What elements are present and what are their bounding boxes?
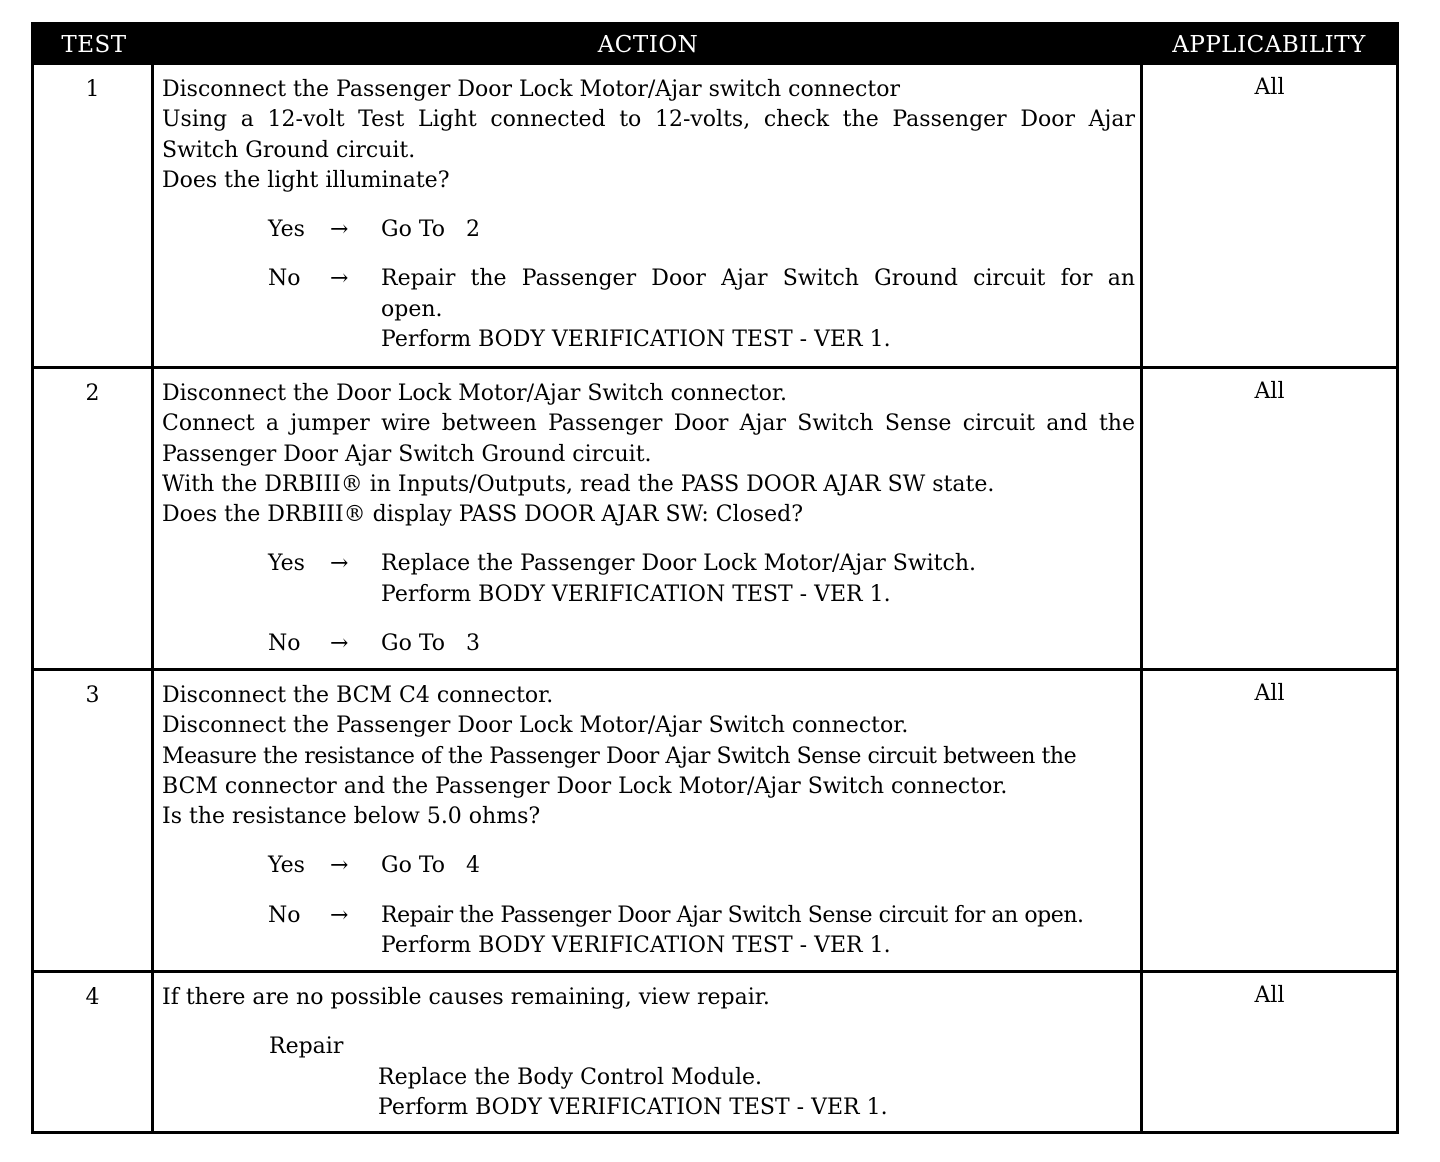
column-divider xyxy=(1140,671,1143,971)
action-line: Disconnect the BCM C4 connector. xyxy=(162,683,554,708)
test-number: 1 xyxy=(85,77,100,102)
yes-branch xyxy=(162,851,1135,881)
branch-result: open. xyxy=(381,296,443,322)
applicability-value: All xyxy=(1254,379,1285,404)
action-line: Connect a jumper wire between Passenger Door Ajar Switch Sense circuit and the xyxy=(162,411,1135,437)
action-line: Passenger Door Ajar Switch Ground circuit. xyxy=(162,441,652,467)
arrow-right-icon: → xyxy=(330,551,349,577)
action-cell xyxy=(162,379,1135,659)
table-row xyxy=(34,668,1396,971)
no-branch xyxy=(162,264,1135,355)
action-line: Is the resistance below 5.0 ohms? xyxy=(162,804,541,830)
branch-result: Perform BODY VERIFICATION TEST - VER 1. xyxy=(381,581,891,607)
no-label: No xyxy=(268,902,301,928)
yes-label: Yes xyxy=(268,217,305,243)
column-divider xyxy=(1140,65,1143,367)
arrow-right-icon: → xyxy=(330,902,349,928)
header-action: ACTION xyxy=(597,32,699,58)
action-cell xyxy=(162,681,1135,961)
branch-result: Go To 3 xyxy=(381,631,480,657)
applicability-value: All xyxy=(1254,681,1285,706)
no-branch xyxy=(162,629,1135,659)
test-number: 4 xyxy=(85,985,100,1010)
column-divider xyxy=(151,369,154,669)
arrow-right-icon: → xyxy=(330,631,349,657)
action-line: Does the light illuminate? xyxy=(162,167,450,193)
table-row xyxy=(34,65,1396,367)
no-label: No xyxy=(268,266,301,292)
action-cell xyxy=(162,75,1135,355)
column-divider xyxy=(1140,369,1143,669)
column-divider xyxy=(151,65,154,367)
action-line: Does the DRBIII® display PASS DOOR AJAR SW: Closed? xyxy=(162,502,804,528)
diagnostic-test-table xyxy=(31,22,1399,1134)
no-label: No xyxy=(268,631,301,657)
yes-label: Yes xyxy=(268,853,305,879)
branch-result: Go To 4 xyxy=(381,853,480,879)
applicability-value: All xyxy=(1254,75,1285,100)
action-line: Disconnect the Passenger Door Lock Motor/Ajar Switch connector. xyxy=(162,713,909,739)
table-header xyxy=(34,25,1396,65)
yes-branch xyxy=(162,549,1135,610)
arrow-right-icon: → xyxy=(330,266,349,292)
branch-result: Repair the Passenger Door Ajar Switch Sense circuit for an open. xyxy=(381,902,1084,928)
test-number: 2 xyxy=(85,381,100,406)
branch-result: Perform BODY VERIFICATION TEST - VER 1. xyxy=(381,933,891,959)
action-line: Measure the resistance of the Passenger Door Ajar Switch Sense circuit between the xyxy=(162,743,1077,769)
branch-result: Go To 2 xyxy=(381,217,480,243)
header-applicability: APPLICABILITY xyxy=(1172,32,1366,58)
branch-result: Replace the Passenger Door Lock Motor/Ajar Switch. xyxy=(381,551,977,577)
repair-label: Repair xyxy=(269,1034,344,1060)
action-cell xyxy=(162,983,1135,1123)
branch-result: Repair the Passenger Door Ajar Switch Ground circuit for an xyxy=(381,266,1135,292)
table-row xyxy=(34,970,1396,1131)
column-divider xyxy=(151,671,154,971)
repair-step: Replace the Body Control Module. xyxy=(378,1064,763,1090)
no-branch xyxy=(162,901,1135,962)
action-line: Disconnect the Passenger Door Lock Motor/Ajar switch connector xyxy=(162,77,900,102)
applicability-value: All xyxy=(1254,983,1285,1008)
action-line: With the DRBIII® in Inputs/Outputs, read the PASS DOOR AJAR SW state. xyxy=(162,471,995,497)
header-test: TEST xyxy=(61,32,127,58)
arrow-right-icon: → xyxy=(330,217,349,243)
table-row xyxy=(34,366,1396,669)
action-line: Switch Ground circuit. xyxy=(162,137,416,163)
repair-block xyxy=(162,1032,1135,1123)
repair-step: Perform BODY VERIFICATION TEST - VER 1. xyxy=(378,1094,888,1120)
arrow-right-icon: → xyxy=(330,853,349,879)
action-line: Disconnect the Door Lock Motor/Ajar Switch connector. xyxy=(162,381,788,406)
branch-result: Perform BODY VERIFICATION TEST - VER 1. xyxy=(381,327,891,353)
yes-branch xyxy=(162,215,1135,245)
yes-label: Yes xyxy=(268,551,305,577)
action-line: If there are no possible causes remaining, view repair. xyxy=(162,985,770,1010)
column-divider xyxy=(151,973,154,1131)
test-number: 3 xyxy=(85,683,100,708)
action-line: Using a 12-volt Test Light connected to 12-volts, check the Passenger Door Ajar xyxy=(162,107,1135,133)
action-line: BCM connector and the Passenger Door Lock Motor/Ajar Switch connector. xyxy=(162,773,1008,799)
